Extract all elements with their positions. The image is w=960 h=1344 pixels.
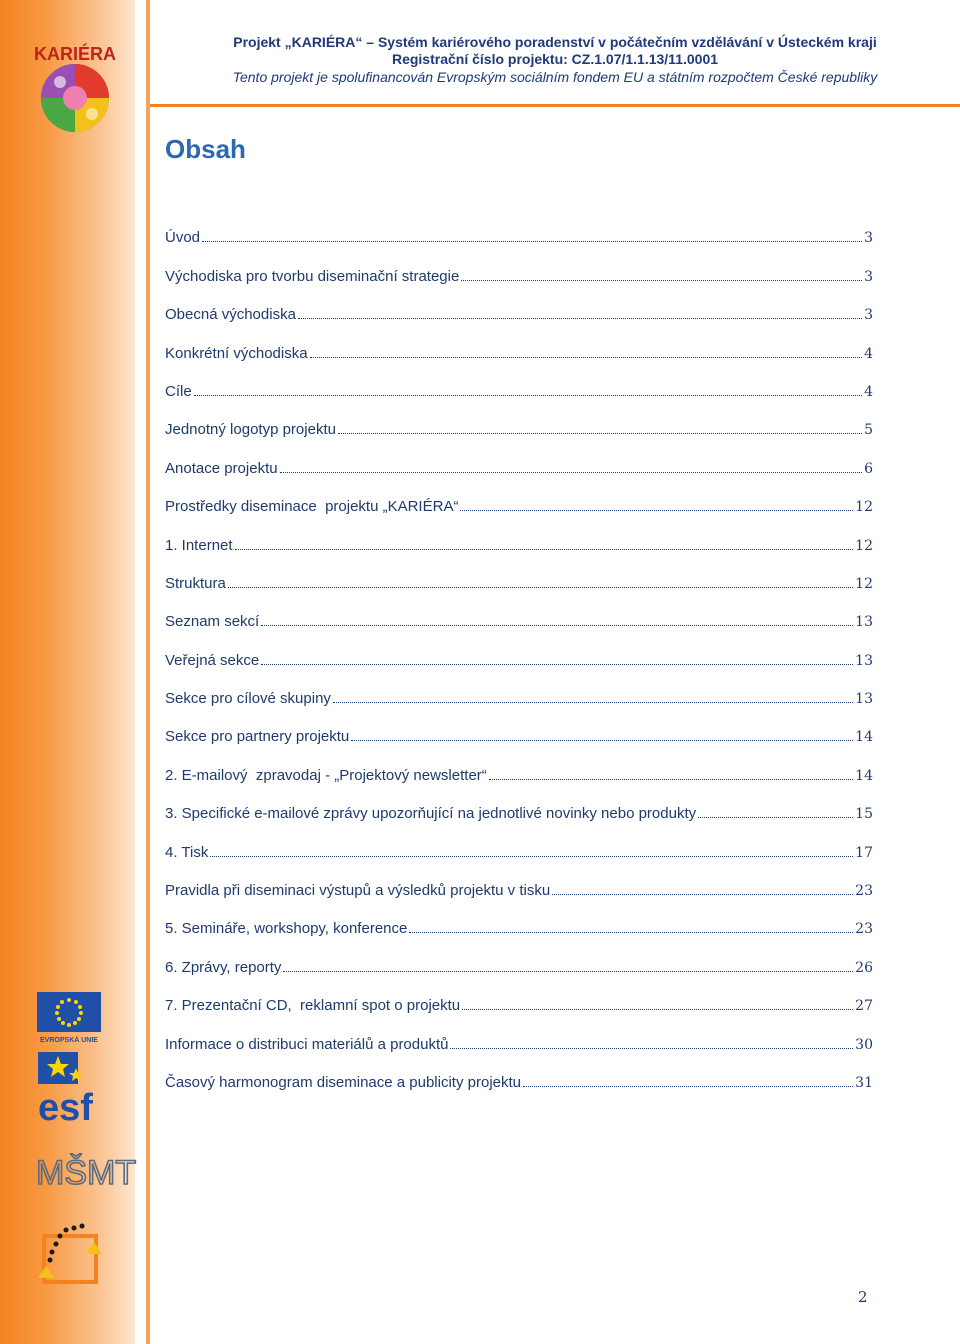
toc-entry-page[interactable]: 12 [855,537,873,554]
logo-text: KARIÉRA [33,44,117,64]
toc-entry[interactable] [165,707,873,745]
toc-entry[interactable] [165,208,873,246]
toc-leader-dots [210,855,853,857]
toc-entry-label[interactable]: Časový harmonogram diseminace a publicity projektu [165,1073,522,1091]
toc-entry-page[interactable]: 14 [855,767,873,784]
table-of-contents [165,208,873,1091]
toc-entry[interactable] [165,745,873,783]
toc-entry-page[interactable]: 27 [855,998,873,1015]
toc-entry[interactable] [165,323,873,361]
toc-entry-page[interactable]: 4 [864,345,873,362]
toc-entry-label[interactable]: 5. Semináře, workshopy, konference [165,920,408,938]
toc-entry-label[interactable]: Úvod [165,229,201,247]
esf-logo [36,1050,120,1129]
toc-entry[interactable] [165,592,873,630]
toc-leader-dots [298,317,862,319]
toc-entry-label[interactable]: Sekce pro partnery projektu [165,728,350,746]
toc-entry[interactable] [165,976,873,1014]
toc-entry[interactable] [165,669,873,707]
toc-entry-label[interactable]: Informace o distribuci materiálů a produktů [165,1035,449,1053]
toc-leader-dots [280,471,863,473]
toc-leader-dots [310,356,863,358]
toc-entry[interactable] [165,1014,873,1052]
toc-leader-dots [523,1085,853,1087]
toc-entry-label[interactable]: Jednotný logotyp projektu [165,421,336,439]
msmt-logo [34,1146,137,1204]
svg-text:EVROPSKÁ UNIE: EVROPSKÁ UNIE [40,1037,98,1044]
toc-entry-page[interactable]: 12 [855,499,873,516]
toc-entry-label[interactable]: 4. Tisk [165,843,209,861]
toc-entry-label[interactable]: Sekce pro cílové skupiny [165,690,331,708]
toc-entry-page[interactable]: 4 [864,383,873,400]
document-header [150,34,960,86]
toc-leader-dots [235,548,854,550]
kariera-logo [20,30,130,140]
toc-leader-dots [261,624,853,626]
toc-entry[interactable] [165,784,873,822]
svg-text:esf: esf [38,1087,93,1129]
toc-entry-label[interactable]: Obecná východiska [165,306,296,324]
toc-leader-dots [462,1008,853,1010]
toc-leader-dots [283,970,853,972]
toc-entry[interactable] [165,822,873,860]
toc-leader-dots [552,893,853,895]
toc-entry-page[interactable]: 31 [855,1074,873,1091]
side-band [0,0,135,1344]
toc-leader-dots [228,586,853,588]
toc-entry-label[interactable]: Veřejná sekce [165,651,260,669]
header-project-title: Projekt „KARIÉRA“ – Systém kariérového poradenství v počátečním vzdělávání v Ústeckém kraji [233,34,877,50]
page-title: Obsah [165,134,246,164]
toc-entry-label[interactable]: 2. E-mailový zpravodaj - „Projektový newsletter“ [165,766,487,784]
toc-entry[interactable] [165,554,873,592]
toc-entry-page[interactable]: 3 [864,268,873,285]
toc-entry-page[interactable]: 23 [855,921,873,938]
toc-entry-label[interactable]: 6. Zprávy, reporty [165,958,282,976]
toc-entry[interactable] [165,1053,873,1091]
toc-entry-page[interactable]: 23 [855,883,873,900]
header-rule [150,104,960,107]
side-divider [146,0,150,1344]
header-funding-note: Tento projekt je spolufinancován Evropským sociálním fondem EU a státním rozpočtem České republiky [232,69,878,85]
toc-entry-page[interactable]: 17 [855,844,873,861]
toc-leader-dots [460,509,853,511]
toc-entry-page[interactable]: 14 [855,729,873,746]
toc-entry-page[interactable]: 15 [855,806,873,823]
toc-leader-dots [461,279,862,281]
toc-entry-page[interactable]: 30 [855,1036,873,1053]
toc-entry-label[interactable]: 3. Specifické e-mailové zprávy upozorňující na jednotlivé novinky nebo produkty [165,805,697,823]
toc-entry-label[interactable]: Anotace projektu [165,459,278,477]
toc-entry-label[interactable]: Konkrétní východiska [165,344,308,362]
toc-entry-page[interactable]: 13 [855,691,873,708]
toc-entry[interactable] [165,285,873,323]
toc-leader-dots [489,778,853,780]
toc-entry-label[interactable]: 1. Internet [165,536,233,554]
eu-flag-logo [37,992,101,1044]
toc-entry-label[interactable]: Pravidla při diseminaci výstupů a výsledků projektu v tisku [165,882,551,900]
toc-leader-dots [450,1047,853,1049]
toc-entry-page[interactable]: 12 [855,575,873,592]
toc-entry-page[interactable]: 3 [864,230,873,247]
toc-entry[interactable] [165,246,873,284]
toc-leader-dots [333,701,853,703]
toc-leader-dots [351,739,853,741]
toc-entry[interactable] [165,515,873,553]
toc-entry-page[interactable]: 13 [855,614,873,631]
toc-entry-label[interactable]: 7. Prezentační CD, reklamní spot o projektu [165,997,461,1015]
toc-leader-dots [698,816,853,818]
toc-entry[interactable] [165,899,873,937]
svg-text:MŠMT: MŠMT [36,1154,137,1192]
toc-entry[interactable] [165,362,873,400]
op-vk-logo [36,1222,108,1292]
toc-leader-dots [261,663,853,665]
toc-entry-page[interactable]: 13 [855,652,873,669]
header-registration-number: Registrační číslo projektu: CZ.1.07/1.1.13/11.0001 [391,51,719,67]
toc-entry[interactable] [165,861,873,899]
toc-entry-label[interactable]: Cíle [165,382,192,400]
toc-entry-page[interactable]: 26 [855,959,873,976]
toc-entry-page[interactable]: 6 [864,460,873,477]
toc-leader-dots [338,432,862,434]
toc-entry[interactable] [165,630,873,668]
toc-leader-dots [202,240,862,242]
toc-leader-dots [194,394,862,396]
toc-entry-page[interactable]: 3 [864,307,873,324]
toc-entry-label[interactable]: Východiska pro tvorbu diseminační strategie [165,267,460,285]
toc-entry-label[interactable]: Seznam sekcí [165,613,260,631]
toc-entry-label[interactable]: Struktura [165,574,226,592]
toc-entry[interactable] [165,400,873,438]
toc-entry-label[interactable]: Prostředky diseminace projektu „KARIÉRA“ [165,498,459,516]
toc-entry[interactable] [165,438,873,476]
page-number: 2 [858,1288,868,1306]
toc-entry-page[interactable]: 5 [864,422,873,439]
toc-entry[interactable] [165,477,873,515]
toc-leader-dots [409,931,853,933]
toc-entry[interactable] [165,937,873,975]
